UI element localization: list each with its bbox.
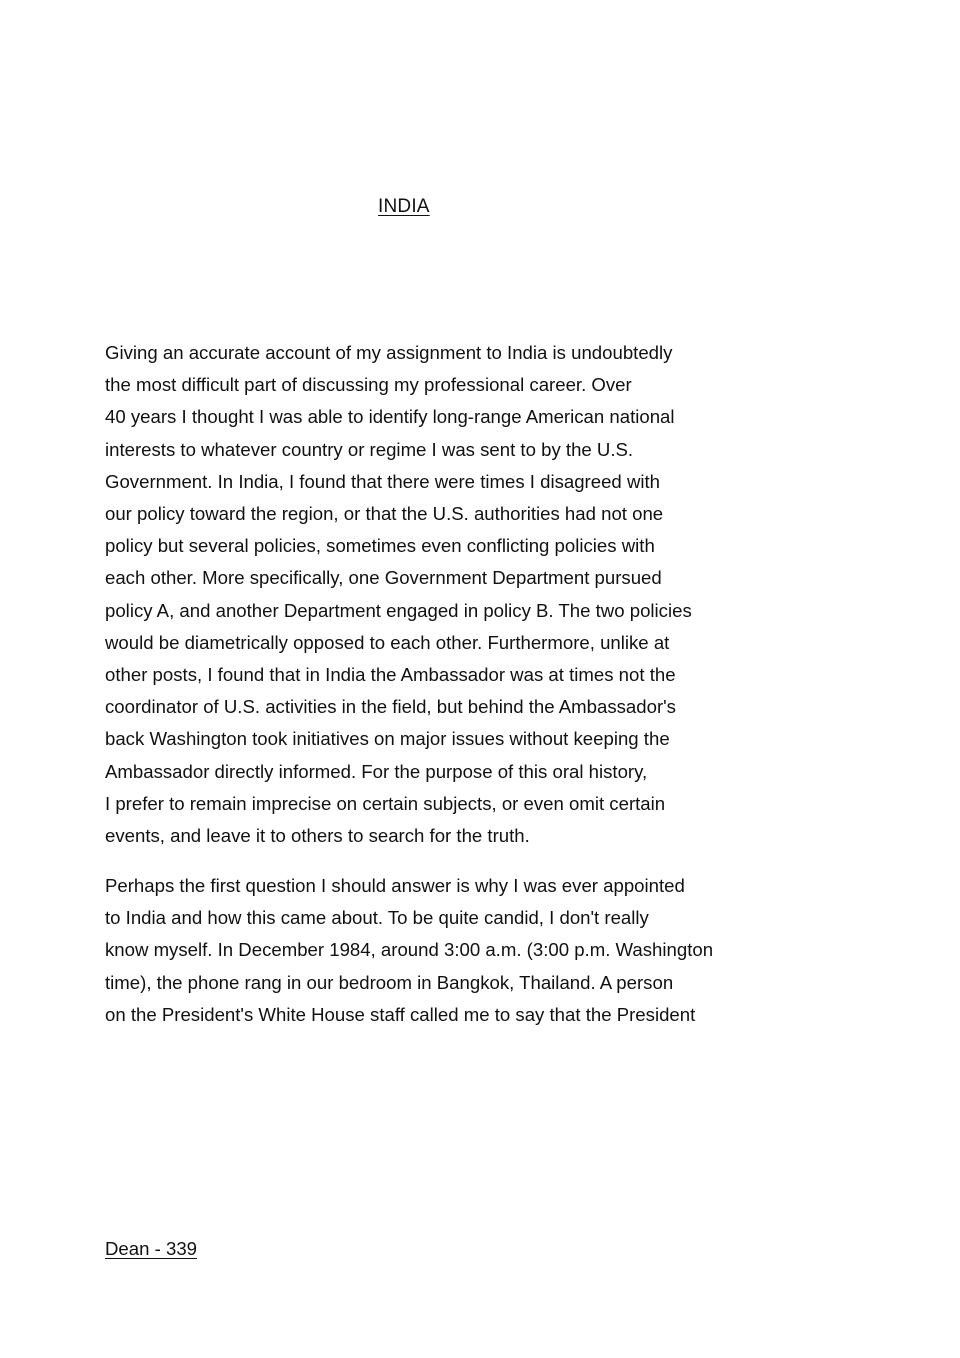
text-line: on the President's White House staff called me to say that the President [105,1003,696,1025]
text-line: Ambassador directly informed. For the purpose of this oral history, [105,760,648,782]
page-footer: Dean - 339 [105,1238,197,1259]
text-line: the most difficult part of discussing my professional career. Over [105,374,632,396]
paragraph-1 [105,337,692,852]
text-line: back Washington took initiatives on major issues without keeping the [105,728,670,750]
text-line: policy but several policies, sometimes even conflicting policies with [105,535,655,557]
paragraph-2 [105,870,713,1031]
text-line: policy A, and another Department engaged in policy B. The two policies [105,599,692,621]
text-line: to India and how this came about. To be quite candid, I don't really [105,907,649,929]
text-line: 40 years I thought I was able to identify long-range American national [105,406,675,428]
text-line: would be diametrically opposed to each other. Furthermore, unlike at [105,631,670,653]
text-line: other posts, I found that in India the Ambassador was at times not the [105,664,676,686]
text-line: Giving an accurate account of my assignment to India is undoubtedly [105,342,673,363]
text-line: Government. In India, I found that there were times I disagreed with [105,470,661,492]
text-line: each other. More specifically, one Government Department pursued [105,567,662,589]
text-line: coordinator of U.S. activities in the field, but behind the Ambassador's [105,696,676,718]
text-line: interests to whatever country or regime I was sent to by the U.S. [105,438,634,460]
text-line: Perhaps the first question I should answer is why I was ever appointed [105,875,685,896]
page-title: INDIA [378,196,430,217]
text-line: I prefer to remain imprecise on certain subjects, or even omit certain [105,792,666,814]
text-line: know myself. In December 1984, around 3:00 a.m. (3:00 p.m. Washington [105,939,714,961]
text-line: our policy toward the region, or that the U.S. authorities had not one [105,503,664,525]
text-line: time), the phone rang in our bedroom in Bangkok, Thailand. A person [105,971,674,993]
text-line: events, and leave it to others to search for the truth. [105,825,530,847]
